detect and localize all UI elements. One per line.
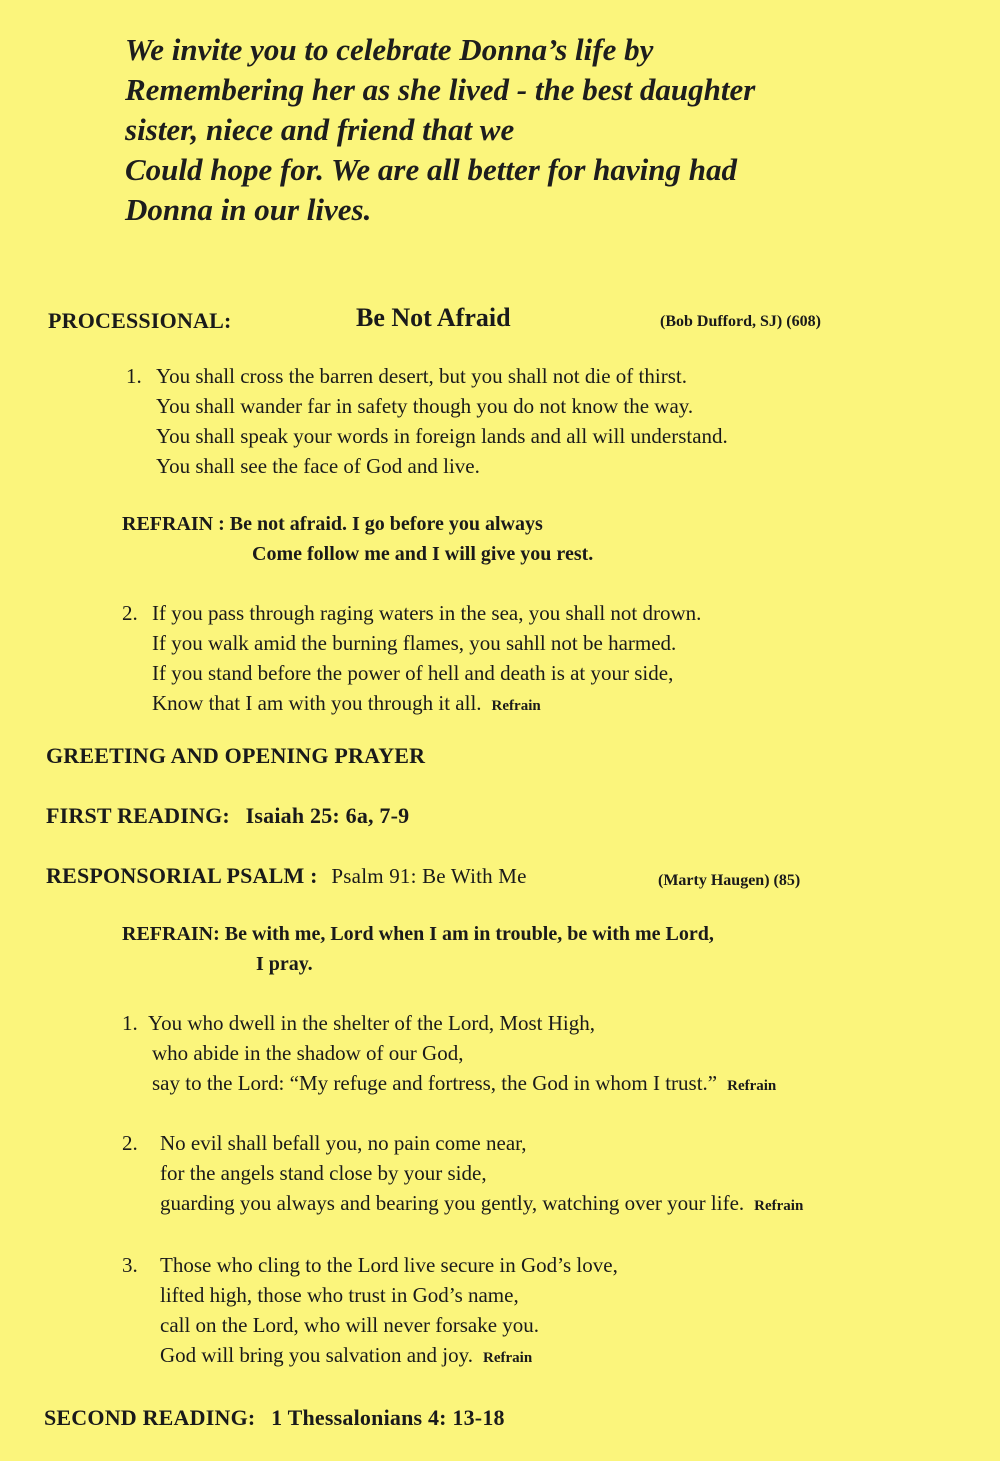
verse-line: God will bring you salvation and joy. xyxy=(160,1343,474,1367)
intro-line: sister, niece and friend that we xyxy=(125,112,515,147)
refrain-label: REFRAIN : xyxy=(122,513,225,535)
verse-line: Those who cling to the Lord live secure in God’s love, xyxy=(160,1253,618,1277)
second-reading-heading xyxy=(44,1405,505,1431)
verse-number: 3. xyxy=(122,1253,138,1277)
processional-verse-2 xyxy=(122,598,701,721)
greeting-heading: GREETING AND OPENING PRAYER xyxy=(46,743,426,768)
psalm-title: Psalm 91: Be With Me xyxy=(331,864,527,888)
second-reading-label: SECOND READING: xyxy=(44,1405,256,1430)
verse-line: who abide in the shadow of our God, xyxy=(152,1041,464,1065)
intro-line: Could hope for. We are all better for having had xyxy=(125,152,738,187)
refrain-line: Come follow me and I will give you rest. xyxy=(252,543,594,565)
verse-line: If you walk amid the burning flames, you sahll not be harmed. xyxy=(152,631,677,655)
verse-line: call on the Lord, who will never forsake you. xyxy=(160,1313,540,1337)
intro-paragraph xyxy=(125,30,755,230)
intro-line: Remembering her as she lived - the best daughter xyxy=(125,72,756,107)
processional-verse-1 xyxy=(126,361,728,481)
psalm-credit: (Marty Haugen) (85) xyxy=(658,872,801,889)
intro-line: Donna in our lives. xyxy=(125,192,372,227)
verse-line: You who dwell in the shelter of the Lord, Most High, xyxy=(148,1011,595,1035)
refrain-line: Be with me, Lord when I am in trouble, be with me Lord, xyxy=(224,923,714,945)
psalm-verse-3 xyxy=(122,1250,618,1373)
refrain-tag: Refrain xyxy=(483,1350,533,1366)
verse-line: lifted high, those who trust in God’s name, xyxy=(160,1283,519,1307)
processional-credit: (Bob Dufford, SJ) (608) xyxy=(660,313,821,330)
verse-line: guarding you always and bearing you gently, watching over your life. xyxy=(160,1191,745,1215)
psalm-label: RESPONSORIAL PSALM : xyxy=(46,863,318,888)
first-reading-label: FIRST READING: xyxy=(46,803,230,828)
intro-line: We invite you to celebrate Donna’s life by xyxy=(125,32,654,67)
verse-line: say to the Lord: “My refuge and fortress, the God in whom I trust.” xyxy=(152,1071,718,1095)
psalm-refrain xyxy=(122,919,714,979)
refrain-tag: Refrain xyxy=(727,1078,777,1094)
processional-heading: PROCESSIONAL: xyxy=(48,308,232,333)
verse-number: 1. xyxy=(126,364,142,388)
verse-line: No evil shall befall you, no pain come near, xyxy=(160,1131,527,1155)
verse-number: 2. xyxy=(122,1131,138,1155)
verse-line: If you pass through raging waters in the sea, you shall not drown. xyxy=(152,601,702,625)
refrain-line: Be not afraid. I go before you always xyxy=(229,513,543,535)
psalm-verse-2 xyxy=(122,1128,803,1221)
verse-line: You shall cross the barren desert, but you shall not die of thirst. xyxy=(156,364,687,388)
verse-line: Know that I am with you through it all. xyxy=(152,691,482,715)
verse-number: 1. xyxy=(122,1011,138,1035)
verse-line: for the angels stand close by your side, xyxy=(160,1161,487,1185)
first-reading-reference: Isaiah 25: 6a, 7-9 xyxy=(245,803,410,828)
refrain-label: REFRAIN: xyxy=(122,923,220,945)
psalm-heading xyxy=(46,863,527,889)
first-reading-heading xyxy=(46,803,409,829)
refrain-tag: Refrain xyxy=(754,1198,804,1214)
refrain-line: I pray. xyxy=(256,953,313,975)
verse-line: If you stand before the power of hell and death is at your side, xyxy=(152,661,674,685)
verse-number: 2. xyxy=(122,601,138,625)
verse-line: You shall see the face of God and live. xyxy=(156,454,480,478)
psalm-verse-1 xyxy=(122,1008,776,1101)
processional-refrain xyxy=(122,509,593,569)
processional-title: Be Not Afraid xyxy=(356,303,511,332)
verse-line: You shall speak your words in foreign lands and all will understand. xyxy=(156,424,728,448)
second-reading-reference: 1 Thessalonians 4: 13-18 xyxy=(271,1405,505,1430)
verse-line: You shall wander far in safety though you do not know the way. xyxy=(156,394,694,418)
refrain-tag: Refrain xyxy=(491,698,541,714)
